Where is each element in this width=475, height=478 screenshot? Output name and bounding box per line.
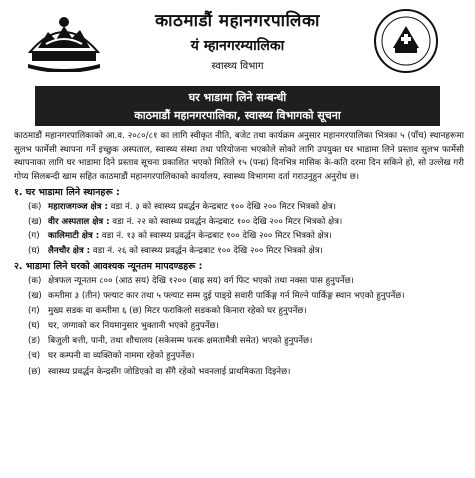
intro-paragraph: काठमाडौं महानगरपालिकाको आ.व. २०८०/८१ का लागि स्वीकृत नीति, बजेट तथा कार्यक्रम अनुसार महानगरपालिका भित्रका ५ (पाँच) स्थानहरूमा सुलभ फार्मेसी स्थापना गर्ने इच्छुक अस्पताल, स्वास्थ्य संस्था तथा परियोजना भएकोले सोको लागि उपयुक्त घर भाडामा लिने प्रस्ताव सुलभ फार्मेसी स्थापनाका लागि घर भाडामा दिने प्रस्ताव सूचना प्रकाशित भएको मितिले १५ (पन्ध्र) दिनभित्र मासिक के-कति दरमा दिन सकिने हो, सो उल्लेख गरी गोप्य सिलबन्दी खाम सहित काठमाडौं महानगरपालिकाको कार्यालय, स्वास्थ्य विभागमा दर्ता गराउनुहुन अनुरोध छ।	[14, 131, 464, 182]
criteria-text: बिजुली बत्ती, पानी, तथा शौचालय (सकेसम्म फरक क्षमतामैत्री समेत) भएको हुनुपर्नेछ।	[48, 336, 313, 347]
list-item	[14, 290, 464, 304]
item-number: (घ)	[28, 321, 40, 332]
list-item	[14, 216, 464, 230]
criteria-text: घर कम्पनी वा व्यक्तिको नाममा रहेको हुनुपर्नेछ।	[48, 351, 195, 362]
org-title: काठमाडौं महानगरपालिका	[155, 11, 320, 31]
list-item	[14, 335, 464, 349]
criteria-text: घर, जग्गाको कर नियमानुसार भुक्तानी भएको हुनुपर्नेछ।	[48, 321, 219, 332]
banner-subject: घर भाडामा लिने सम्बन्धी	[188, 91, 287, 104]
locations-list	[14, 201, 464, 258]
location-name: वीर अस्पताल क्षेत्र :	[48, 216, 110, 227]
item-number: (ख)	[28, 216, 42, 227]
list-item	[14, 201, 464, 215]
item-number: (ग)	[28, 231, 40, 242]
item-number: (छ)	[28, 366, 41, 377]
item-number: (च)	[28, 351, 41, 362]
criteria-text: क्षेत्रफल न्यूनतम ८०० (आठ सय) देखि १२०० (बाह्र सय) वर्ग फिट भएको तथा नक्सा पास हुनुपर्नेछ।	[48, 275, 354, 286]
notice-banner	[35, 86, 440, 126]
location-detail: वडा नं. १३ को स्वास्थ्य प्रवर्द्धन केन्द्रबाट १०० देखि २०० मिटर भित्रको क्षेत्र।	[99, 231, 332, 242]
criteria-text: कम्तीमा ३ (तीन) फ्ल्याट कार तथा ५ फ्ल्याट सम्म दुई पाङ्ग्रे सवारी पार्किङ्ग गर्न मिल्ने पार्किङ्ग स्थान भएको हुनुपर्नेछ।	[48, 291, 405, 302]
location-detail: वडा नं. २६ को स्वास्थ्य प्रवर्द्धन केन्द्रबाट १०० देखि २०० मिटर भित्रको क्षेत्र।	[90, 245, 323, 256]
criteria-text: मुख्य सडक वा कम्तीमा ६ (छ) मिटर फराकिलो सडकको किनारा रहेको घर हुनुपर्नेछ।	[48, 306, 307, 317]
location-name: महाराजगञ्ज क्षेत्र :	[48, 201, 108, 212]
list-item	[14, 366, 464, 380]
item-number: (क)	[28, 275, 42, 286]
org-title-script: यं म्हानगरम्यालिका	[190, 38, 285, 54]
section-1-title: १. घर भाडामा लिने स्थानहरू :	[14, 187, 120, 199]
criteria-text: स्वास्थ्य प्रवर्द्धन केन्द्रसँग जोडिएको वा सँगै रहेको भवनलाई प्राथमिकता दिइनेछ।	[48, 366, 291, 377]
item-number: (ख)	[28, 291, 42, 302]
list-item	[14, 305, 464, 319]
list-item	[14, 350, 464, 364]
location-name: कालिमाटी क्षेत्र :	[48, 231, 100, 242]
item-number: (ङ)	[28, 336, 41, 347]
item-number: (क)	[28, 201, 42, 212]
banner-title: काठमाडौं महानगरपालिका, स्वास्थ्य विभागको सूचना	[134, 109, 341, 122]
notice-body	[14, 130, 464, 381]
health-department-seal-icon	[373, 8, 439, 74]
list-item	[14, 245, 464, 259]
notice-header	[0, 0, 475, 82]
department-name: स्वास्थ्य विभाग	[211, 61, 264, 72]
criteria-list	[14, 275, 464, 379]
list-item	[14, 275, 464, 289]
item-number: (ग)	[28, 306, 40, 317]
location-name: लैनचौर क्षेत्र :	[48, 245, 91, 256]
section-2-title: २. भाडामा लिने घरको आवश्यक न्यूनतम मापदण्डहरू :	[14, 261, 203, 273]
location-detail: वडा नं. ३ को स्वास्थ्य प्रवर्द्धन केन्द्रबाट १०० देखि २०० मिटर भित्रको क्षेत्र।	[107, 201, 337, 212]
list-item	[14, 230, 464, 244]
municipality-emblem-icon	[26, 8, 102, 72]
list-item	[14, 320, 464, 334]
location-detail: वडा नं. २२ को स्वास्थ्य प्रवर्द्धन केन्द्रबाट १०० देखि २०० मिटर भित्रको क्षेत्र।	[109, 216, 343, 227]
item-number: (घ)	[28, 245, 40, 256]
